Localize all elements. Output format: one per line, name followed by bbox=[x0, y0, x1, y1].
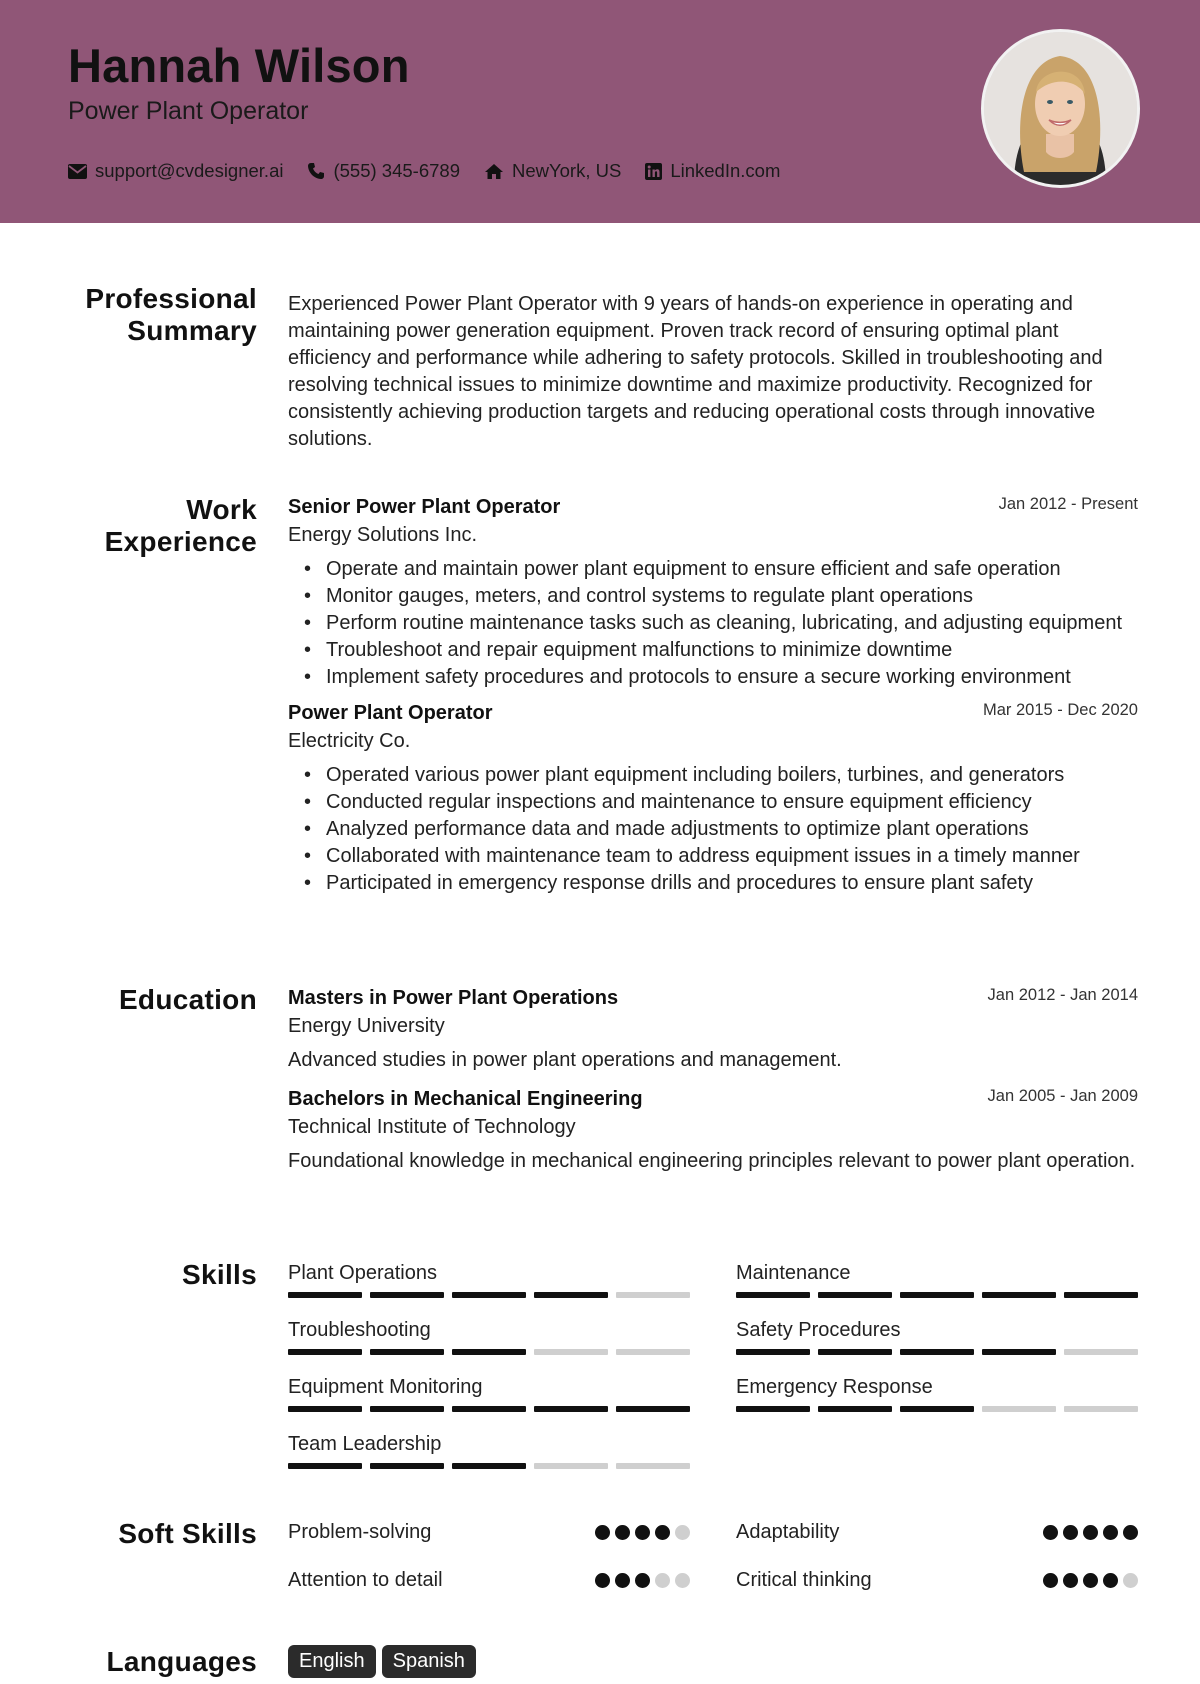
skill-level-bar bbox=[736, 1292, 1138, 1298]
education-description: Advanced studies in power plant operations and management. bbox=[288, 1049, 842, 1071]
rating-dot-filled bbox=[1063, 1573, 1078, 1588]
skill-level-filled bbox=[900, 1406, 974, 1412]
skill-item bbox=[288, 1374, 690, 1412]
skill-level-empty bbox=[1064, 1349, 1138, 1355]
skill-level-filled bbox=[288, 1463, 362, 1469]
profile-photo bbox=[981, 29, 1140, 188]
skill-item bbox=[736, 1317, 1138, 1355]
languages-section bbox=[288, 1645, 1138, 1678]
rating-dot-empty bbox=[655, 1573, 670, 1588]
rating-dot-filled bbox=[635, 1573, 650, 1588]
skill-level-filled bbox=[818, 1406, 892, 1412]
soft-skill-item bbox=[736, 1566, 1138, 1594]
soft-skill-item bbox=[288, 1566, 690, 1594]
job-bullets bbox=[302, 762, 1138, 897]
skill-level-filled bbox=[534, 1406, 608, 1412]
rating-dot-filled bbox=[1083, 1525, 1098, 1540]
rating-dot-filled bbox=[1103, 1573, 1118, 1588]
contact-phone[interactable] bbox=[307, 160, 460, 182]
skill-name: Emergency Response bbox=[736, 1376, 933, 1398]
list-item: • Perform routine maintenance tasks such as cleaning, lubricating, and adjusting equipment bbox=[302, 610, 1138, 637]
skill-level-filled bbox=[288, 1349, 362, 1355]
contact-email-text: support@cvdesigner.ai bbox=[95, 160, 284, 181]
skill-level-empty bbox=[534, 1349, 608, 1355]
education-entry bbox=[288, 1086, 1138, 1175]
education-date: Jan 2012 - Jan 2014 bbox=[987, 986, 1138, 1004]
soft-skill-item bbox=[736, 1518, 1138, 1546]
skill-level-empty bbox=[534, 1463, 608, 1469]
list-item: • Troubleshoot and repair equipment malfunctions to minimize downtime bbox=[302, 637, 1138, 664]
soft-skill-name: Problem-solving bbox=[288, 1520, 432, 1543]
skill-level-bar bbox=[288, 1349, 690, 1355]
skill-level-filled bbox=[900, 1292, 974, 1298]
education-section bbox=[288, 985, 1138, 1175]
school-name: Technical Institute of Technology bbox=[288, 1116, 576, 1138]
envelope-icon bbox=[68, 164, 87, 179]
contact-location[interactable] bbox=[484, 160, 621, 182]
rating-dot-empty bbox=[675, 1525, 690, 1540]
skill-item bbox=[736, 1374, 1138, 1412]
candidate-name: Hannah Wilson bbox=[68, 39, 410, 92]
education-entry bbox=[288, 985, 1138, 1074]
contact-phone-text: (555) 345-6789 bbox=[333, 160, 460, 181]
job-bullets bbox=[302, 556, 1138, 691]
skill-item bbox=[288, 1260, 690, 1298]
job-entry bbox=[288, 494, 1138, 691]
job-company: Electricity Co. bbox=[288, 730, 411, 752]
skill-item bbox=[736, 1260, 1138, 1298]
job-title: Senior Power Plant Operator bbox=[288, 496, 561, 518]
skill-level-filled bbox=[736, 1349, 810, 1355]
soft-skill-rating bbox=[1038, 1573, 1138, 1588]
rating-dot-filled bbox=[1063, 1525, 1078, 1540]
list-item: • Monitor gauges, meters, and control systems to regulate plant operations bbox=[302, 583, 1138, 610]
summary-text: Experienced Power Plant Operator with 9 years of hands-on experience in operating and maintaining power generation equipment. Proven track record of ensuring optimal plant efficiency and performance while adhering to safety protocols. Skilled in troubleshooting and resolving technical issues to minimize downtime and maximize productivity. Recognized for consistently achieving production targets and reducing operational costs through innovative solutions. bbox=[288, 293, 1103, 450]
soft-skill-rating bbox=[590, 1573, 690, 1588]
skill-level-filled bbox=[818, 1349, 892, 1355]
list-item: • Implement safety procedures and protocols to ensure a secure working environment bbox=[302, 664, 1138, 691]
skill-name: Troubleshooting bbox=[288, 1319, 431, 1341]
skill-level-filled bbox=[370, 1463, 444, 1469]
skill-level-empty bbox=[982, 1406, 1056, 1412]
list-item: • Conducted regular inspections and maintenance to ensure equipment efficiency bbox=[302, 789, 1138, 816]
skill-level-empty bbox=[1064, 1406, 1138, 1412]
skill-level-filled bbox=[534, 1292, 608, 1298]
header-banner bbox=[0, 0, 1200, 223]
skill-item bbox=[288, 1431, 690, 1469]
skill-level-filled bbox=[370, 1292, 444, 1298]
contact-email[interactable] bbox=[68, 160, 283, 182]
rating-dot-filled bbox=[1043, 1573, 1058, 1588]
section-title-education: Education bbox=[118, 984, 257, 1015]
education-description: Foundational knowledge in mechanical engineering principles relevant to power plant operation. bbox=[288, 1150, 1136, 1172]
skill-level-filled bbox=[288, 1292, 362, 1298]
soft-skill-rating bbox=[590, 1525, 690, 1540]
rating-dot-filled bbox=[1123, 1525, 1138, 1540]
contact-linkedin[interactable] bbox=[645, 160, 780, 182]
soft-skill-name: Adaptability bbox=[736, 1520, 840, 1543]
list-item: • Collaborated with maintenance team to address equipment issues in a timely manner bbox=[302, 843, 1138, 870]
skill-level-filled bbox=[900, 1349, 974, 1355]
soft-skill-rating bbox=[1038, 1525, 1138, 1540]
skill-level-filled bbox=[616, 1406, 690, 1412]
language-badge: Spanish bbox=[382, 1645, 476, 1678]
job-date: Mar 2015 - Dec 2020 bbox=[982, 701, 1138, 719]
education-date: Jan 2005 - Jan 2009 bbox=[987, 1087, 1138, 1105]
list-item: • Operated various power plant equipment including boilers, turbines, and generators bbox=[302, 762, 1138, 789]
skill-name: Team Leadership bbox=[288, 1433, 442, 1455]
candidate-title: Power Plant Operator bbox=[68, 97, 309, 125]
skill-level-filled bbox=[1064, 1292, 1138, 1298]
rating-dot-filled bbox=[635, 1525, 650, 1540]
rating-dot-filled bbox=[615, 1525, 630, 1540]
skill-level-filled bbox=[452, 1292, 526, 1298]
skill-level-filled bbox=[288, 1406, 362, 1412]
list-item: • Operate and maintain power plant equipment to ensure efficient and safe operation bbox=[302, 556, 1138, 583]
school-name: Energy University bbox=[288, 1015, 445, 1037]
soft-skill-name: Attention to detail bbox=[288, 1568, 443, 1591]
rating-dot-filled bbox=[595, 1573, 610, 1588]
contact-location-text: NewYork, US bbox=[511, 160, 622, 181]
skill-level-empty bbox=[616, 1463, 690, 1469]
soft-skill-name: Critical thinking bbox=[736, 1568, 872, 1591]
section-title-summary: Professional Summary bbox=[85, 283, 257, 346]
skill-level-empty bbox=[616, 1349, 690, 1355]
phone-icon bbox=[307, 162, 325, 180]
rating-dot-empty bbox=[675, 1573, 690, 1588]
rating-dot-empty bbox=[1123, 1573, 1138, 1588]
rating-dot-filled bbox=[1083, 1573, 1098, 1588]
rating-dot-filled bbox=[615, 1573, 630, 1588]
rating-dot-filled bbox=[655, 1525, 670, 1540]
skill-level-filled bbox=[452, 1349, 526, 1355]
home-icon bbox=[484, 163, 504, 180]
skill-level-filled bbox=[818, 1292, 892, 1298]
summary-section bbox=[288, 291, 1138, 453]
rating-dot-filled bbox=[1043, 1525, 1058, 1540]
section-title-languages: Languages bbox=[106, 1646, 257, 1677]
skill-level-bar bbox=[288, 1292, 690, 1298]
skill-name: Plant Operations bbox=[288, 1262, 437, 1284]
job-title: Power Plant Operator bbox=[288, 702, 493, 724]
section-title-experience: Work Experience bbox=[104, 494, 257, 557]
skill-item bbox=[288, 1317, 690, 1355]
skill-level-empty bbox=[616, 1292, 690, 1298]
rating-dot-filled bbox=[1103, 1525, 1118, 1540]
linkedin-icon bbox=[645, 163, 662, 180]
skill-name: Equipment Monitoring bbox=[288, 1376, 483, 1398]
language-badge: English bbox=[288, 1645, 376, 1678]
skill-level-filled bbox=[982, 1292, 1056, 1298]
job-entry bbox=[288, 700, 1138, 897]
skill-level-filled bbox=[736, 1406, 810, 1412]
skill-level-filled bbox=[982, 1349, 1056, 1355]
degree-title: Bachelors in Mechanical Engineering bbox=[288, 1088, 643, 1110]
skill-name: Safety Procedures bbox=[736, 1319, 901, 1341]
skill-name: Maintenance bbox=[736, 1262, 851, 1284]
rating-dot-filled bbox=[595, 1525, 610, 1540]
skill-level-filled bbox=[452, 1463, 526, 1469]
section-title-skills: Skills bbox=[182, 1259, 257, 1290]
skill-level-filled bbox=[370, 1349, 444, 1355]
skill-level-filled bbox=[370, 1406, 444, 1412]
job-date: Jan 2012 - Present bbox=[998, 495, 1138, 513]
contact-list bbox=[68, 158, 804, 184]
skill-level-bar bbox=[736, 1349, 1138, 1355]
job-company: Energy Solutions Inc. bbox=[288, 524, 477, 546]
degree-title: Masters in Power Plant Operations bbox=[288, 987, 619, 1009]
skill-level-bar bbox=[288, 1463, 690, 1469]
skill-level-filled bbox=[452, 1406, 526, 1412]
soft-skill-item bbox=[288, 1518, 690, 1546]
list-item: • Analyzed performance data and made adjustments to optimize plant operations bbox=[302, 816, 1138, 843]
skill-level-filled bbox=[736, 1292, 810, 1298]
skill-level-bar bbox=[288, 1406, 690, 1412]
contact-linkedin-text: LinkedIn.com bbox=[670, 160, 781, 181]
skill-level-bar bbox=[736, 1406, 1138, 1412]
list-item: • Participated in emergency response drills and procedures to ensure plant safety bbox=[302, 870, 1138, 897]
experience-section bbox=[288, 494, 1138, 897]
section-title-soft-skills: Soft Skills bbox=[118, 1518, 257, 1549]
